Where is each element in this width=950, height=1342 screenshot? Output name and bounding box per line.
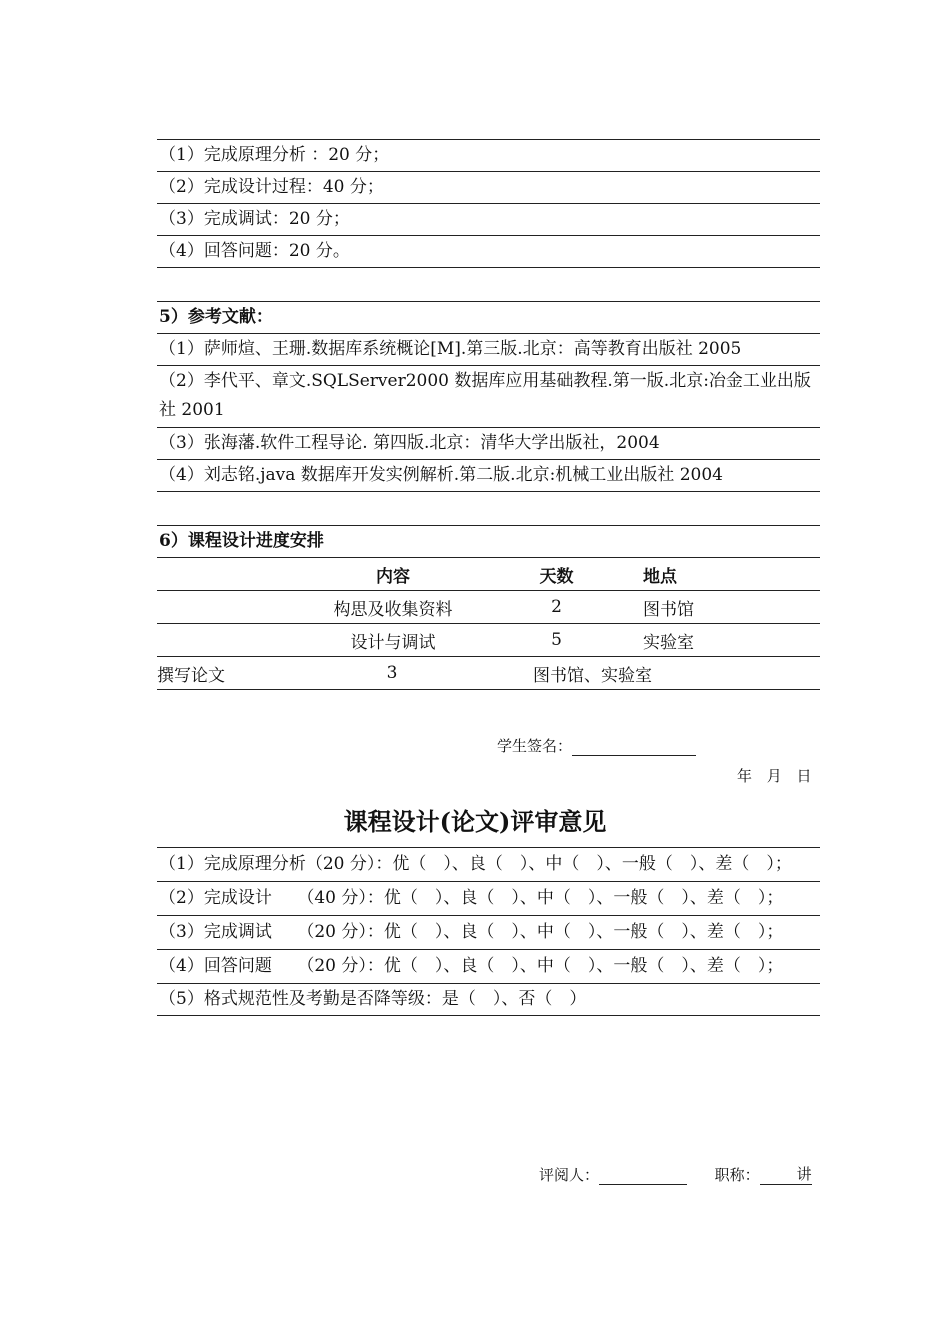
reference-item: （4）刘志铭.java 数据库开发实例解析.第二版.北京:机械工业出版社 2004 <box>157 460 820 492</box>
review-item: （4）回答问题 （20 分）：优（ ）、良（ ）、中（ ）、一般（ ）、差（ ）； <box>157 950 820 984</box>
cell-content: 设计与调试 <box>312 624 474 657</box>
student-signature <box>497 735 696 756</box>
cell-days: 5 <box>474 624 639 657</box>
col-content-header: 内容 <box>312 558 474 591</box>
title-label: 职称： <box>714 1166 760 1184</box>
title-value[interactable]: 讲 <box>760 1163 812 1185</box>
cell-place: 实验室 <box>639 624 820 657</box>
review-item: （3）完成调试 （20 分）：优（ ）、良（ ）、中（ ）、一般（ ）、差（ ）； <box>157 916 820 950</box>
cell-content: 撰写论文 <box>157 657 317 690</box>
review-title: 课程设计(论文)评审意见 <box>343 807 607 836</box>
table-row <box>157 624 820 657</box>
schedule-heading: 6）课程设计进度安排 <box>157 526 820 558</box>
references-heading: 5）参考文献： <box>157 302 820 334</box>
signature-blank[interactable] <box>572 739 696 756</box>
cell-place: 图书馆、实验室 <box>467 657 820 690</box>
references-section <box>157 301 820 492</box>
col-place-header: 地点 <box>639 558 820 591</box>
schedule-section <box>157 525 820 690</box>
student-signature-label: 学生签名： <box>497 737 573 755</box>
signature-date: 年 月 日 <box>737 767 812 785</box>
cell-place: 图书馆 <box>639 591 820 624</box>
reference-item: （3）张海藩.软件工程导论. 第四版.北京：清华大学出版社，2004 <box>157 428 820 460</box>
reference-item: （2）李代平、章文.SQLServer2000 数据库应用基础教程.第一版.北京:冶金工业出版社 2001 <box>157 366 820 428</box>
col-days-header: 天数 <box>474 558 639 591</box>
scoring-item: （3）完成调试：20 分； <box>157 204 820 236</box>
reviewer-signature <box>539 1163 812 1185</box>
scoring-item: （2）完成设计过程：40 分； <box>157 172 820 204</box>
review-downgrade-item: （5）格式规范性及考勤是否降等级：是（ ）、否（ ） <box>157 984 820 1016</box>
schedule-header-row <box>157 558 820 591</box>
review-item: （2）完成设计 （40 分）：优（ ）、良（ ）、中（ ）、一般（ ）、差（ ）； <box>157 882 820 916</box>
cell-days: 3 <box>317 657 467 690</box>
reviewer-label: 评阅人： <box>539 1166 600 1184</box>
scoring-item: （4）回答问题：20 分。 <box>157 236 820 268</box>
reviewer-blank[interactable] <box>599 1168 687 1185</box>
schedule-table <box>157 558 820 657</box>
review-section <box>157 847 820 1016</box>
cell-days: 2 <box>474 591 639 624</box>
reference-item: （1）萨师煊、王珊.数据库系统概论[M].第三版.北京：高等教育出版社 2005 <box>157 334 820 366</box>
scoring-item: （1）完成原理分析 ：20 分； <box>157 140 820 172</box>
cell-content: 构思及收集资料 <box>312 591 474 624</box>
table-row <box>157 591 820 624</box>
review-item: （1）完成原理分析（20 分）：优（ ）、良（ ）、中（ ）、一般（ ）、差（ ）； <box>157 848 820 882</box>
scoring-section <box>157 139 820 268</box>
table-row <box>157 657 820 690</box>
schedule-last-row-table <box>157 657 820 690</box>
document-body <box>157 139 820 690</box>
